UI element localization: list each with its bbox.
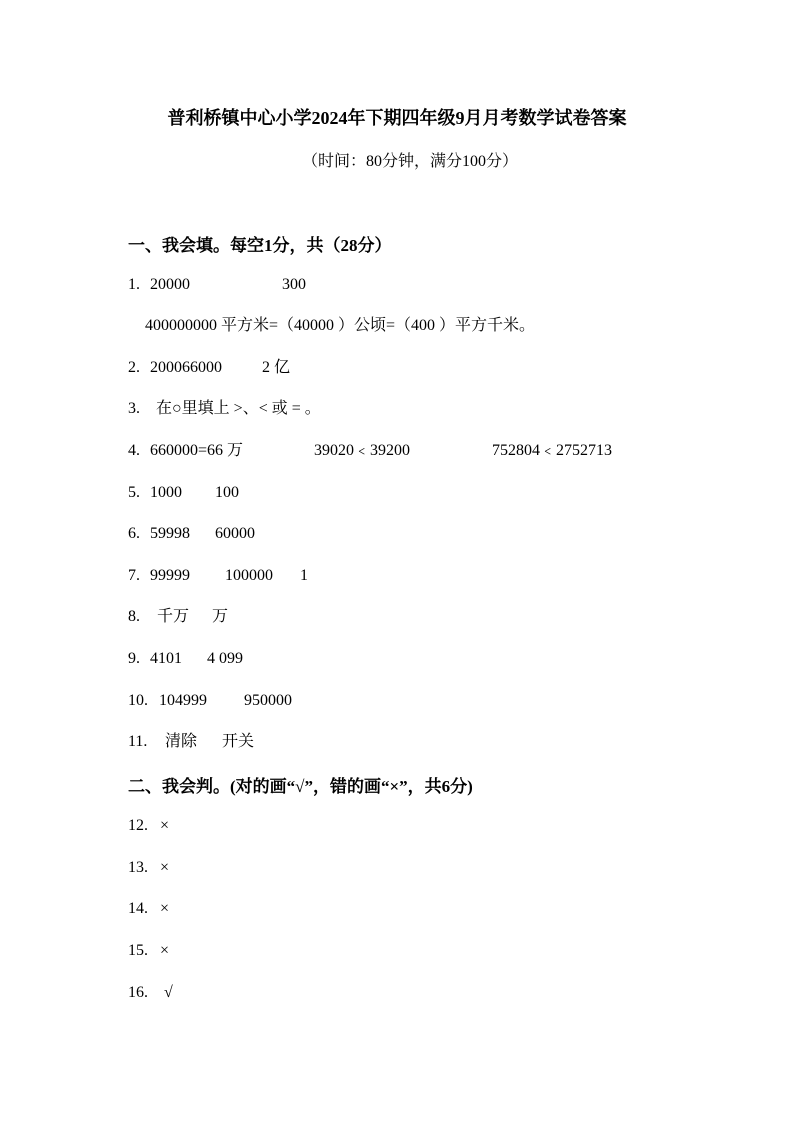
answer-value: 2 亿 [262, 359, 291, 376]
question-number: 11. [128, 733, 148, 750]
answer-mark: × [160, 859, 170, 876]
question-number: 15. [128, 942, 148, 959]
answer-value: 开关 [222, 733, 255, 750]
answer-value: 950000 [244, 692, 292, 709]
question-number: 6. [128, 525, 140, 542]
question-number: 13. [128, 859, 148, 876]
question-number: 1. [128, 276, 140, 293]
answer-mark: × [160, 900, 170, 917]
answer-value: 660000=66 万 [150, 442, 244, 459]
answer-value: 300 [282, 276, 306, 293]
answer-value: 200066000 [150, 359, 222, 376]
answer-mark: √ [164, 984, 173, 1001]
answer-value: 100000 [225, 567, 273, 584]
document-subtitle: （时间：80分钟，满分100分） [302, 153, 519, 170]
question-number: 2. [128, 359, 140, 376]
question-number: 16. [128, 984, 148, 1001]
document-title: 普利桥镇中心小学2024年下期四年级9月月考数学试卷答案 [167, 108, 627, 128]
answer-value: 59998 [150, 525, 190, 542]
question-number: 9. [128, 650, 140, 667]
answer-value: 千万 [157, 608, 190, 625]
answer-value: 20000 [150, 276, 190, 293]
answer-value: 752804﹤2752713 [492, 442, 613, 459]
answer-value: 60000 [215, 525, 255, 542]
question-number: 10. [128, 692, 148, 709]
answer-value: 104999 [159, 692, 207, 709]
question-number: 5. [128, 484, 140, 501]
question-number: 7. [128, 567, 140, 584]
answer-value: 39020﹤39200 [314, 442, 411, 459]
answer-value: 万 [212, 608, 229, 625]
answer-mark: × [160, 942, 170, 959]
question-number: 4. [128, 442, 140, 459]
answer-value: 100 [215, 484, 239, 501]
answer-value: 4 099 [207, 650, 243, 667]
answer-value: 1 [300, 567, 308, 584]
answer-value: 4101 [150, 650, 182, 667]
question-number: 3. [128, 400, 140, 417]
answer-value: 99999 [150, 567, 190, 584]
section-1-heading: 一、我会填。每空1分，共（28分） [128, 236, 392, 255]
question-number: 12. [128, 817, 148, 834]
answer-value: 1000 [150, 484, 182, 501]
answer-value: 在○里填上 >、< 或 = 。 [156, 400, 321, 417]
question-number: 14. [128, 900, 148, 917]
section-2-heading: 二、我会判。(对的画“√”，错的画“×”，共6分) [128, 777, 473, 796]
answer-value: 400000000 平方米=（40000 ）公顷=（400 ）平方千米。 [145, 317, 536, 334]
answer-mark: × [160, 817, 170, 834]
answer-value: 清除 [165, 733, 198, 750]
question-number: 8. [128, 608, 140, 625]
